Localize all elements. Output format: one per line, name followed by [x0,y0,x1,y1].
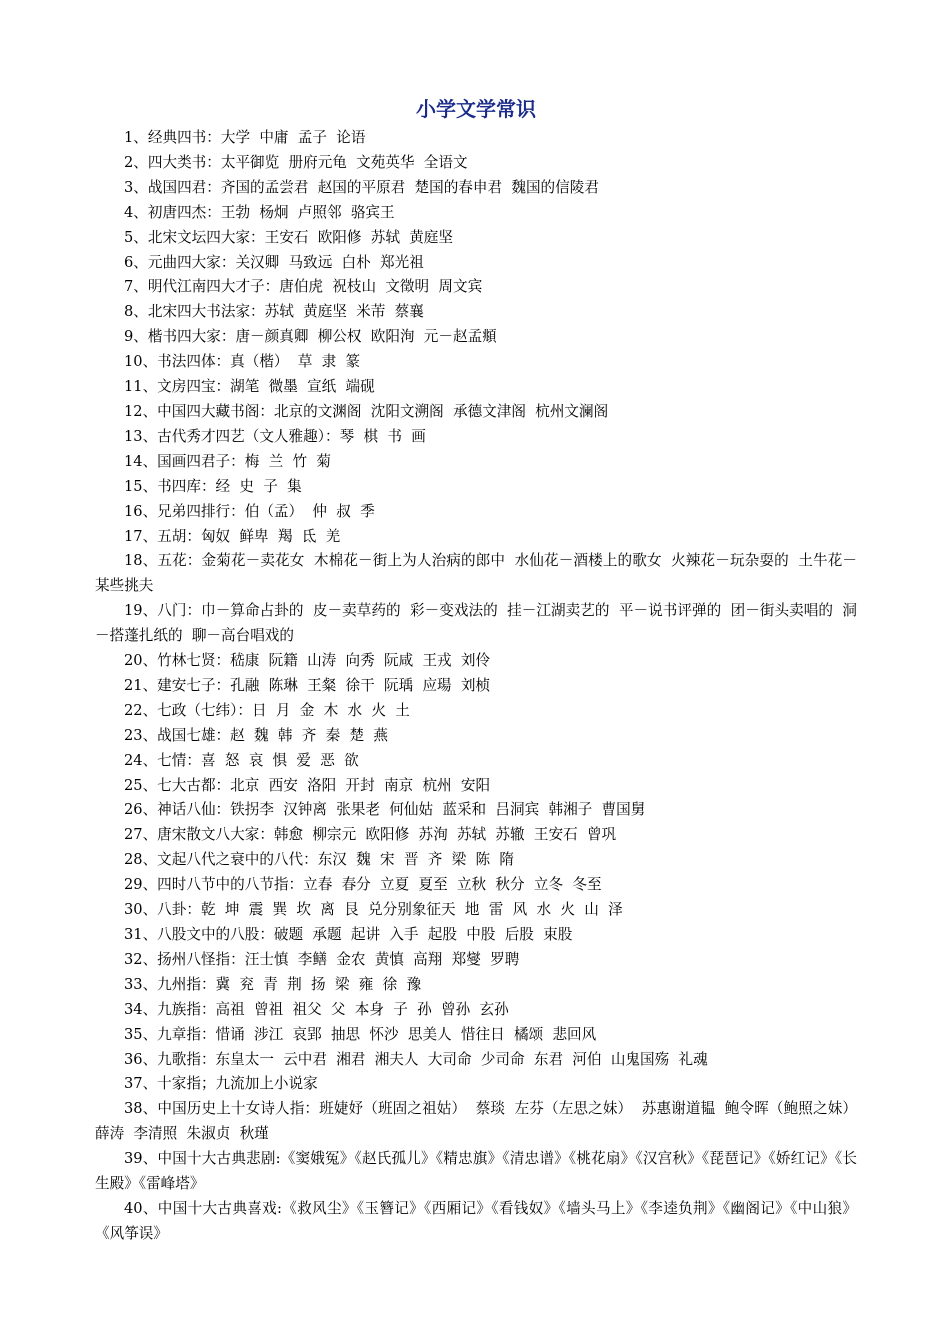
list-item: 12、中国四大藏书阁：北京的文渊阁 沈阳文溯阁 承德文津阁 杭州文澜阁 [124,402,609,420]
list-item: 9、楷书四大家：唐－颜真卿 柳公权 欧阳洵 元－赵孟頫 [124,328,497,346]
list-item: 23、战国七雄：赵 魏 韩 齐 秦 楚 燕 [124,726,388,744]
list-item: 19、八门：巾－算命占卦的 皮－卖草药的 彩－变戏法的 挂－江湖卖艺的 平－说书评弹的 团－街头卖唱的 洞－搭蓬扎纸的 聊－高台唱戏的 [95,602,857,645]
list-item: 25、七大古都：北京 西安 洛阳 开封 南京 杭州 安阳 [124,776,491,794]
list-item: 30、八卦：乾 坤 震 巽 坎 离 艮 兑分别象征天 地 雷 风 水 火 山 泽 [124,901,623,919]
list-item: 2、四大类书：太平御览 册府元龟 文苑英华 全语文 [124,153,468,171]
list-item: 34、九族指：高祖 曾祖 祖父 父 本身 子 孙 曾孙 玄孙 [124,1000,509,1018]
list-item: 8、北宋四大书法家：苏轼 黄庭坚 米芾 蔡襄 [124,303,424,321]
list-item: 38、中国历史上十女诗人指：班婕妤（班固之祖姑） 蔡琰 左芬（左思之妹） 苏惠谢道韫 鲍令晖（鲍照之妹） 薛涛 李清照 朱淑贞 秋瑾 [95,1100,867,1143]
document-page [95,92,867,1247]
list-item: 29、四时八节中的八节指：立春 春分 立夏 夏至 立秋 秋分 立冬 冬至 [124,876,602,894]
list-item: 14、国画四君子：梅 兰 竹 菊 [124,452,331,470]
list-item: 26、神话八仙：铁拐李 汉钟离 张果老 何仙姑 蓝采和 吕洞宾 韩湘子 曹国舅 [124,801,646,819]
list-item: 22、七政（七纬）：日 月 金 木 水 火 土 [124,701,410,719]
list-item: 16、兄弟四排行：伯（孟） 仲 叔 季 [124,502,375,520]
list-item: 13、古代秀才四艺（文人雅趣）：琴 棋 书 画 [124,427,426,445]
list-item: 39、中国十大古典悲剧:《窦娥冤》《赵氏孤儿》《精忠旗》《清忠谱》《桃花扇》《汉宫秋》《琵琶记》《娇红记》《长生殿》《雷峰塔》 [95,1150,857,1193]
list-item: 15、书四库：经 史 子 集 [124,477,302,495]
list-item: 33、九州指：冀 兖 青 荆 扬 梁 雍 徐 豫 [124,975,422,993]
list-item: 36、九歌指：东皇太一 云中君 湘君 湘夫人 大司命 少司命 东君 河伯 山鬼国殇 礼魂 [124,1050,708,1068]
list-item: 7、明代江南四大才子：唐伯虎 祝枝山 文徵明 周文宾 [124,278,483,296]
list-item: 18、五花：金菊花－卖花女 木棉花－街上为人治病的郎中 水仙花－酒楼上的歌女 火辣花－玩杂耍的 土牛花－某些挑夫 [95,552,857,595]
list-item: 27、唐宋散文八大家：韩愈 柳宗元 欧阳修 苏洵 苏轼 苏辙 王安石 曾巩 [124,826,617,844]
list-item: 6、元曲四大家：关汉卿 马致远 白朴 郑光祖 [124,253,424,271]
list-item: 3、战国四君：齐国的孟尝君 赵国的平原君 楚国的春申君 魏国的信陵君 [124,178,599,196]
list-item: 17、五胡：匈奴 鲜卑 羯 氐 羌 [124,527,341,545]
list-item: 35、九章指：惜诵 涉江 哀郢 抽思 怀沙 思美人 惜往日 橘颂 悲回风 [124,1025,597,1043]
list-item: 1、经典四书：大学 中庸 孟子 论语 [124,129,366,146]
list-item: 31、八股文中的八股：破题 承题 起讲 入手 起股 中股 后股 束股 [124,926,573,943]
list-item: 40、中国十大古典喜戏:《救风尘》《玉簪记》《西厢记》《看钱奴》《墙头马上》《李逵负荆》《幽阁记》《中山狼》《风筝误》 [95,1199,857,1242]
list-item: 5、北宋文坛四大家：王安石 欧阳修 苏轼 黄庭坚 [124,228,453,246]
list-item: 32、扬州八怪指：汪士慎 李鳝 金农 黄慎 高翔 郑燮 罗聘 [124,950,520,968]
list-item: 4、初唐四杰：王勃 杨炯 卢照邻 骆宾王 [124,203,395,221]
list-item: 28、文起八代之衰中的八代：东汉 魏 宋 晋 齐 梁 陈 隋 [124,851,514,869]
list-item: 11、文房四宝：湖笔 微墨 宣纸 端砚 [124,378,375,396]
list-item: 21、建安七子：孔融 陈琳 王粲 徐干 阮瑀 应瑒 刘桢 [124,676,491,694]
literature-list [95,126,867,1247]
list-item: 24、七情：喜 怒 哀 惧 爱 恶 欲 [124,751,359,769]
document-title: 小学文学常识 [416,97,536,121]
list-item: 37、十家指；九流加上小说家 [124,1075,318,1093]
list-item: 20、竹林七贤：嵇康 阮籍 山涛 向秀 阮咸 王戎 刘伶 [124,652,491,670]
list-item: 10、书法四体：真（楷） 草 隶 篆 [124,353,361,371]
